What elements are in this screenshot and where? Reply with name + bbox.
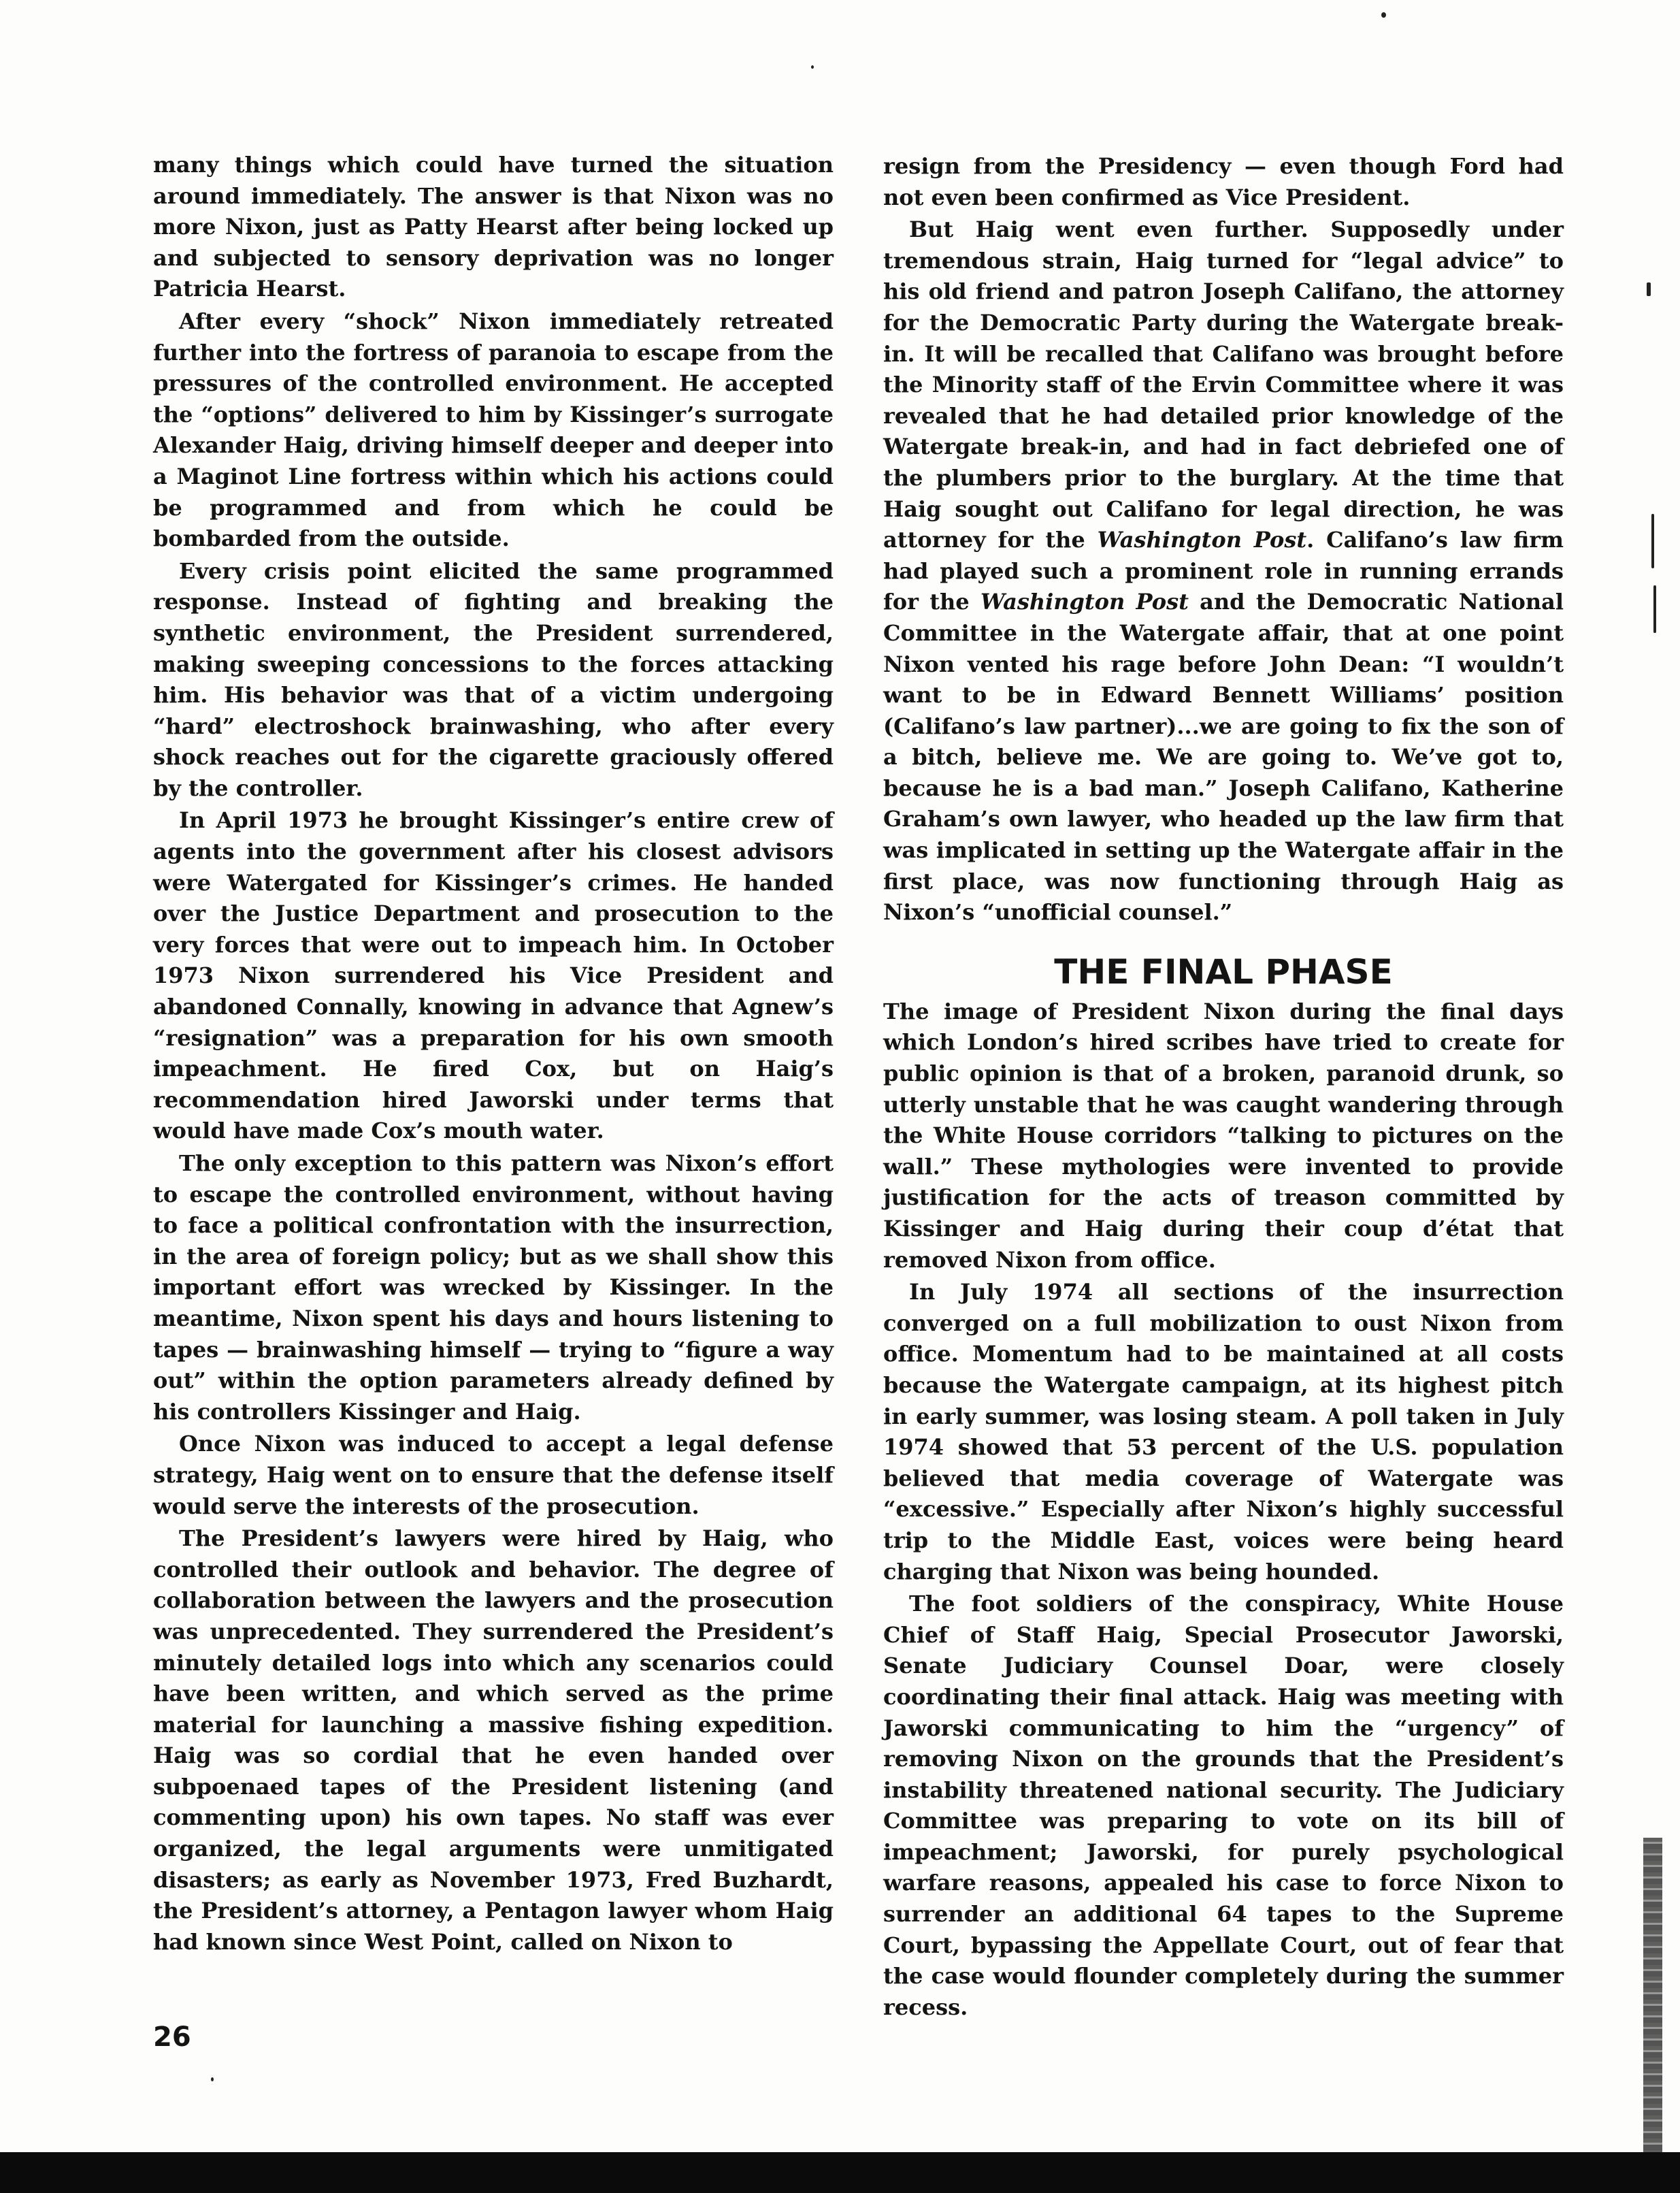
paragraph bbox=[883, 214, 1564, 928]
publication-name: Washington Post bbox=[1097, 527, 1307, 553]
paragraph: The image of President Nixon during the final days which London’s hired scribes have tried to create for public opinion is that of a broken, paranoid drunk, so utterly unstable that he was caught wandering through the White House corridors “talking to pictures on the wall.” These mythologies were invented to provide justification for the acts of treason committed by Kissinger and Haig during their coup d’état that removed Nixon from office. bbox=[883, 998, 1564, 1273]
paragraph: Every crisis point elicited the same programmed response. Instead of fighting and breaking the synthetic environment, the President surrendered, making sweeping concessions to the forces attacking him. His behavior was that of a victim undergoing “hard” electroshock brainwashing, who after every shock reaches out for the cigarette graciously offered by the controller. bbox=[153, 557, 834, 801]
paragraph: After every “shock” Nixon immediately retreated further into the fortress of paranoia to escape from the pressures of the controlled environment. He accepted the “options” delivered to him by Kissinger’s surrogate Alexander Haig, driving himself deeper and deeper into a Maginot Line fortress within which his actions could be programmed and from which he could be bombarded from the outside. bbox=[153, 308, 834, 552]
paragraph-text: But Haig went even further. Supposedly under tremendous strain, Haig turned for “legal advice” to his old friend and patron Joseph Califano, the attorney for the Democratic Party during the Watergate break-in. It will be recalled that Califano was brought before the Minority staff of the Ervin Committee where it was revealed that he had detailed prior knowledge of the Watergate break-in, and had in fact debriefed one of the plumbers prior to the burglary. At the time that Haig sought out Califano for legal direction, he was attorney for the bbox=[883, 216, 1564, 553]
scan-speck bbox=[811, 65, 814, 69]
paragraph: many things which could have turned the situation around immediately. The answer is that Nixon was no more Nixon, just as Patty Hearst after being locked up and subjected to sensory deprivation was no longer Patricia Hearst. bbox=[153, 152, 834, 302]
scan-speck bbox=[1647, 282, 1651, 296]
paragraph: Once Nixon was induced to accept a legal defense strategy, Haig went on to ensure that the defense itself would serve the interests of the prosecution. bbox=[153, 1431, 834, 1519]
paragraph: The only exception to this pattern was Nixon’s effort to escape the controlled environment, without having to face a political confrontation with the insurrection, in the area of foreign policy; but as we shall show this important effort was wrecked by Kissinger. In the meantime, Nixon spent his days and hours listening to tapes — brainwashing himself — trying to “figure a way out” within the option parameters already defined by his controllers Kissinger and Haig. bbox=[153, 1150, 834, 1425]
paragraph: The President’s lawyers were hired by Haig, who controlled their outlook and behavior. The degree of collaboration between the lawyers and the prosecution was unprecedented. They surrendered the President’s minutely detailed logs into which any scenarios could have been written, and which served as the prime material for launching a massive fishing expedition. Haig was so cordial that he even handed over subpoenaed tapes of the President listening (and commenting upon) his own tapes. No staff was ever organized, the legal arguments were unmitigated disasters; as early as November 1973, Fred Buzhardt, the President’s attorney, a Pentagon lawyer whom Haig had known since West Point, called on Nixon to bbox=[153, 1525, 834, 1955]
scan-speck bbox=[1381, 12, 1386, 18]
right-column bbox=[883, 151, 1564, 2023]
paragraph: In April 1973 he brought Kissinger’s entire crew of agents into the government after his closest advisors were Watergated for Kissinger’s crimes. He handed over the Justice Department and prosecution to the very forces that were out to impeach him. In October 1973 Nixon surrendered his Vice President and abandoned Connally, knowing in advance that Agnew’s “resignation” was a preparation for his own smooth impeachment. He fired Cox, but on Haig’s recommendation hired Jaworski under terms that would have made Cox’s mouth water. bbox=[153, 807, 834, 1144]
paragraph: The foot soldiers of the conspiracy, White House Chief of Staff Haig, Special Prosecutor Jaworski, Senate Judiciary Counsel Doar, were closely coordinating their final attack. Haig was meeting with Jaworski communicating to him the “urgency” of removing Nixon on the grounds that the President’s instability threatened national security. The Judiciary Committee was preparing to vote on its bill of impeachment; Jaworski, for purely psychological warfare reasons, appealed his case to force Nixon to surrender an additional 64 tapes to the Supreme Court, bypassing the Appellate Court, out of fear that the case would flounder completely during the summer recess. bbox=[883, 1591, 1564, 2020]
scan-speck bbox=[1651, 514, 1654, 568]
scan-speck bbox=[1653, 585, 1656, 633]
publication-name: Washington Post bbox=[980, 589, 1189, 615]
paragraph: In July 1974 all sections of the insurrection converged on a full mobilization to oust Nixon from office. Momentum had to be maintained at all costs because the Watergate campaign, at its highest pitch in early summer, was losing steam. A poll taken in July 1974 showed that 53 percent of the U.S. population believed that media coverage of Watergate was “excessive.” Especially after Nixon’s highly successful trip to the Middle East, voices were being heard charging that Nixon was being hounded. bbox=[883, 1279, 1564, 1585]
section-heading: THE FINAL PHASE bbox=[1054, 952, 1393, 992]
left-column bbox=[153, 150, 834, 1958]
paragraph-text: . Califano’s law firm had played such a prominent role in running errands for the bbox=[883, 527, 1564, 615]
paragraph: resign from the Presidency — even though Ford had not even been confirmed as Vice President. bbox=[883, 153, 1564, 210]
scan-speck bbox=[211, 2077, 214, 2081]
page-number: 26 bbox=[153, 2021, 191, 2053]
scan-edge bbox=[1643, 1838, 1662, 2152]
scan-border bbox=[0, 2152, 1680, 2193]
paragraph-text: and the Democratic National Committee in the Watergate affair, that at one point Nixon vented his rage before John Dean: “I wouldn’t want to be in Edward Bennett Williams’ position (Califano’s law partner)...we are going to fix the son of a bitch, believe me. We are going to. We’ve got to, because he is a bad man.” Joseph Califano, Katherine Graham’s own lawyer, who headed up the law firm that was implicated in setting up the Watergate affair in the first place, was now functioning through Haig as Nixon’s “unofficial counsel.” bbox=[883, 589, 1564, 926]
